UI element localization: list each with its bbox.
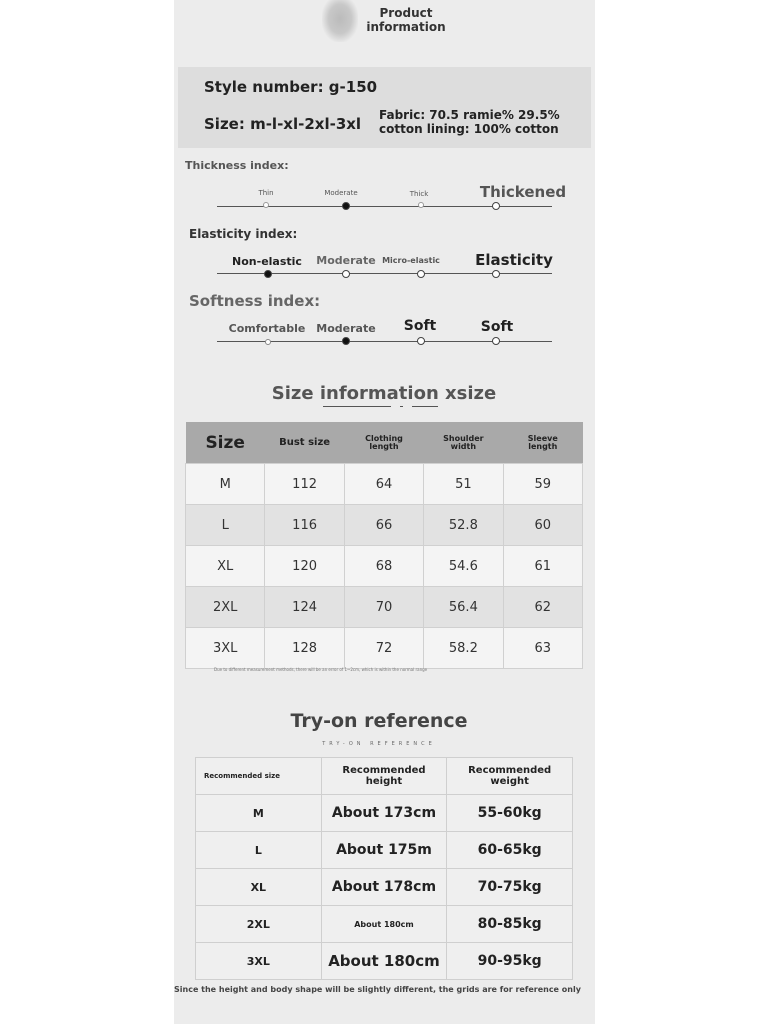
table-cell: 116 xyxy=(265,505,344,546)
size-col-size: Size xyxy=(186,422,265,464)
tryon-subtitle: TRY-ON REFERENCE xyxy=(322,741,436,747)
table-row xyxy=(186,505,583,546)
table-row xyxy=(196,943,573,980)
table-cell: 2XL xyxy=(186,587,265,628)
tryon-table-header xyxy=(196,758,573,795)
table-cell: 70 xyxy=(344,587,423,628)
product-thumbnail xyxy=(322,0,358,42)
elasticity-marker-moderate xyxy=(342,270,350,278)
thickness-level-thin: Thin xyxy=(258,189,274,197)
table-cell: 60 xyxy=(503,505,582,546)
table-cell: 64 xyxy=(344,464,423,505)
fabric-line-1: Fabric: 70.5 ramie% 29.5% xyxy=(379,108,560,122)
table-cell: About 180cm xyxy=(321,943,447,980)
elasticity-level-moderate: Moderate xyxy=(316,254,376,267)
style-number: Style number: g-150 xyxy=(204,78,378,96)
thickness-marker-selected xyxy=(342,202,350,210)
softness-marker-soft-2 xyxy=(492,337,500,345)
tryon-title: Try-on reference xyxy=(290,710,468,732)
table-cell: M xyxy=(196,795,322,832)
thickness-marker-thick xyxy=(418,202,424,208)
table-cell: 55-60kg xyxy=(447,795,573,832)
fabric-line-2: cotton lining: 100% cotton xyxy=(379,122,559,136)
table-cell: 124 xyxy=(265,587,344,628)
tryon-col-weight: Recommended weight xyxy=(447,758,573,795)
elasticity-marker-elasticity xyxy=(492,270,500,278)
softness-marker-comfortable xyxy=(265,339,271,345)
table-cell: 56.4 xyxy=(424,587,503,628)
product-info-box xyxy=(178,67,591,148)
table-cell: 52.8 xyxy=(424,505,503,546)
size-info-title: Size information xsize xyxy=(271,383,497,404)
measurement-note: Due to different measurement methods, there will be an error of 1~2cm, which is within the normal range xyxy=(214,667,428,672)
size-col-sleeve-length: Sleeve length xyxy=(503,422,582,464)
table-cell: 2XL xyxy=(196,906,322,943)
table-row xyxy=(196,906,573,943)
table-cell: 112 xyxy=(265,464,344,505)
table-row xyxy=(186,587,583,628)
table-cell: About 180cm xyxy=(321,906,447,943)
table-cell: 90-95kg xyxy=(447,943,573,980)
table-cell: 63 xyxy=(503,628,582,669)
tryon-footer-note: Since the height and body shape will be slightly different, the grids are for reference only xyxy=(174,985,581,994)
tryon-col-size: Recommended size xyxy=(196,758,322,795)
thickness-level-thickened: Thickened xyxy=(479,183,567,201)
table-cell: About 175m xyxy=(321,832,447,869)
softness-level-soft: Soft xyxy=(403,318,437,334)
table-cell: M xyxy=(186,464,265,505)
table-cell: 68 xyxy=(344,546,423,587)
table-row xyxy=(186,464,583,505)
tryon-table xyxy=(195,757,573,980)
table-cell: 120 xyxy=(265,546,344,587)
elasticity-marker-microelastic xyxy=(417,270,425,278)
table-cell: About 173cm xyxy=(321,795,447,832)
table-cell: 61 xyxy=(503,546,582,587)
softness-level-comfortable: Comfortable xyxy=(228,322,306,335)
table-row xyxy=(196,795,573,832)
softness-level-moderate: Moderate xyxy=(316,322,376,335)
thickness-index-title: Thickness index: xyxy=(185,159,289,172)
size-col-clothing-length: Clothing length xyxy=(344,422,423,464)
table-cell: About 178cm xyxy=(321,869,447,906)
elasticity-level-elasticity: Elasticity xyxy=(475,251,553,269)
elasticity-level-nonelastic: Non-elastic xyxy=(232,255,302,268)
size-col-shoulder-width: Shoulder width xyxy=(424,422,503,464)
table-cell: 70-75kg xyxy=(447,869,573,906)
table-cell: 51 xyxy=(424,464,503,505)
table-cell: 66 xyxy=(344,505,423,546)
size-range: Size: m-l-xl-2xl-3xl xyxy=(204,115,362,133)
thickness-marker-thin xyxy=(263,202,269,208)
thickness-marker-thickened xyxy=(492,202,500,210)
table-cell: L xyxy=(196,832,322,869)
title-underline-dot xyxy=(400,406,403,407)
table-cell: XL xyxy=(186,546,265,587)
softness-marker-selected xyxy=(342,337,350,345)
thickness-level-thick: Thick xyxy=(409,190,429,198)
table-cell: 59 xyxy=(503,464,582,505)
fabric-info xyxy=(379,108,560,136)
size-table xyxy=(185,422,583,669)
table-cell: XL xyxy=(196,869,322,906)
size-col-bust: Bust size xyxy=(265,422,344,464)
table-cell: 60-65kg xyxy=(447,832,573,869)
table-cell: 62 xyxy=(503,587,582,628)
table-cell: 128 xyxy=(265,628,344,669)
table-row xyxy=(196,869,573,906)
table-row xyxy=(186,546,583,587)
table-cell: 54.6 xyxy=(424,546,503,587)
table-cell: 58.2 xyxy=(424,628,503,669)
table-row xyxy=(186,628,583,669)
thickness-level-moderate: Moderate xyxy=(324,189,358,197)
elasticity-index-title: Elasticity index: xyxy=(189,227,298,241)
size-table-header xyxy=(186,422,583,464)
softness-marker-soft xyxy=(417,337,425,345)
table-cell: 3XL xyxy=(186,628,265,669)
title-underline-right xyxy=(412,406,438,407)
table-row xyxy=(196,832,573,869)
table-cell: 72 xyxy=(344,628,423,669)
elasticity-marker-selected xyxy=(264,270,272,278)
softness-index-title: Softness index: xyxy=(189,292,321,310)
table-cell: 3XL xyxy=(196,943,322,980)
page-title: Product information xyxy=(366,6,446,34)
table-cell: L xyxy=(186,505,265,546)
title-underline-left xyxy=(323,406,391,407)
elasticity-level-microelastic: Micro-elastic xyxy=(382,256,440,265)
softness-level-soft-2: Soft xyxy=(480,319,514,335)
table-cell: 80-85kg xyxy=(447,906,573,943)
tryon-col-height: Recommended height xyxy=(321,758,447,795)
